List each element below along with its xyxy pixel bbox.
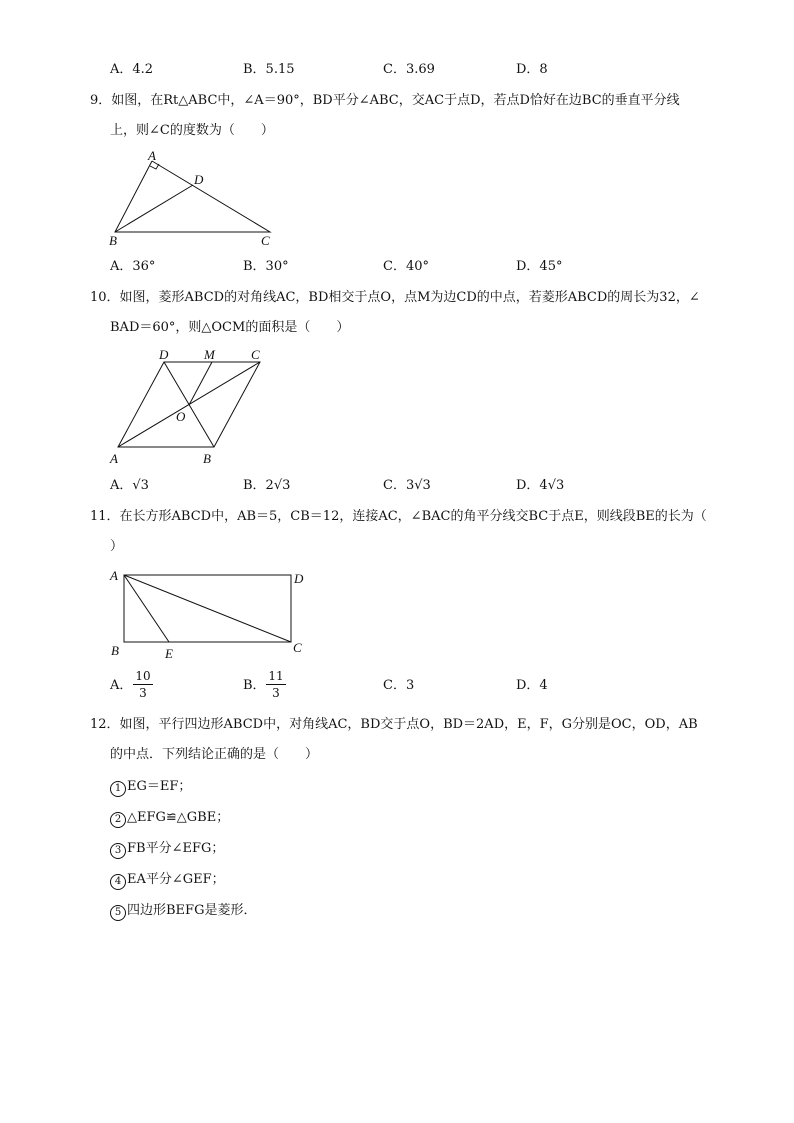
- q9-label-b: B: [109, 233, 117, 248]
- q12-statement-1-text: EG＝EF；: [127, 779, 192, 794]
- q9-triangle-figure: [100, 148, 290, 250]
- q10-option-b: B．2√3: [243, 478, 291, 493]
- q9-stem-line1: 9．如图，在Rt△ABC中，∠A＝90°，BD平分∠ABC，交AC于点D，若点D恰好在边BC的垂直平分线: [90, 93, 680, 108]
- q11-stem-line1: 11．在长方形ABCD中，AB＝5，CB＝12，连接AC，∠BAC的角平分线交BC于点E，则线段BE的长为（: [90, 509, 707, 524]
- q11-option-a-fraction: [133, 669, 153, 700]
- q12-statement-4: [110, 871, 225, 890]
- q11-option-a-denominator: 3: [139, 686, 147, 700]
- q11-option-b-fraction: [266, 669, 286, 700]
- q12-statement-4-text: EA平分∠GEF；: [127, 872, 225, 887]
- q8-option-d: D．8: [516, 62, 548, 77]
- q11-label-d: D: [294, 571, 304, 586]
- q12-statement-2: [110, 809, 229, 828]
- q10-stem-line2: BAD＝60°，则△OCM的面积是（ ）: [110, 320, 350, 335]
- q9-label-c: C: [261, 233, 270, 248]
- circled-number-3: 3: [110, 843, 126, 859]
- circled-number-1: 1: [110, 781, 126, 797]
- circled-number-5: 5: [110, 905, 126, 921]
- q10-stem-line1: 10．如图，菱形ABCD的对角线AC，BD相交于点O，点M为边CD的中点，若菱形ABCD的周长为32，∠: [90, 290, 700, 305]
- q11-stem-line2: ）: [110, 539, 124, 554]
- q10-option-d: D．4√3: [516, 478, 565, 493]
- q11-label-e: E: [165, 646, 173, 661]
- fraction-bar: [266, 684, 286, 685]
- q11-option-b-prefix: B．: [243, 678, 266, 693]
- q11-option-c: C．3: [383, 678, 415, 693]
- q10-label-b: B: [203, 451, 211, 466]
- circled-number-2: 2: [110, 812, 126, 828]
- q11-option-b-denominator: 3: [272, 686, 280, 700]
- fraction-bar: [133, 684, 153, 685]
- q12-statement-2-text: △EFG≌△GBE；: [127, 810, 230, 825]
- q8-option-c: C．3.69: [383, 62, 435, 77]
- q10-label-d: D: [159, 347, 169, 362]
- q11-rectangle-figure: [100, 566, 320, 662]
- q11-option-a-numerator: 10: [135, 669, 151, 683]
- q10-label-o: O: [176, 409, 186, 424]
- q12-statement-1: [110, 778, 191, 797]
- q9-label-a: A: [148, 148, 156, 163]
- q10-label-c: C: [251, 347, 260, 362]
- q10-option-a: A．√3: [110, 478, 149, 493]
- q12-statement-5: [110, 902, 256, 921]
- q11-label-a: A: [110, 568, 118, 583]
- circled-number-4: 4: [110, 874, 126, 890]
- q12-statement-3-text: FB平分∠EFG；: [127, 841, 225, 856]
- q12-statement-5-text: 四边形BEFG是菱形．: [127, 903, 257, 918]
- q10-rhombus-figure: [100, 344, 280, 468]
- q8-option-b: B．5.15: [243, 62, 295, 77]
- q11-option-a-prefix: A．: [110, 678, 133, 693]
- q12-statement-3: [110, 840, 224, 859]
- q9-option-b: B．30°: [243, 259, 289, 274]
- q11-label-b: B: [111, 643, 119, 658]
- q9-stem-line2: 上，则∠C的度数为（ ）: [110, 123, 274, 138]
- q11-label-c: C: [293, 640, 302, 655]
- q9-option-a: A．36°: [110, 259, 156, 274]
- q12-stem-line2: 的中点．下列结论正确的是（ ）: [110, 747, 319, 762]
- q9-label-d: D: [194, 172, 204, 187]
- q10-label-m: M: [204, 347, 215, 362]
- q9-option-c: C．40°: [383, 259, 429, 274]
- q11-option-b-numerator: 11: [268, 669, 284, 683]
- q12-stem-line1: 12．如图，平行四边形ABCD中，对角线AC，BD交于点O，BD＝2AD，E，F，G分别是OC，OD，AB: [90, 717, 698, 732]
- q10-option-c: C．3√3: [383, 478, 431, 493]
- q8-option-a: A．4.2: [110, 62, 154, 77]
- q11-option-d: D．4: [516, 678, 548, 693]
- q9-option-d: D．45°: [516, 259, 563, 274]
- q10-label-a: A: [110, 451, 118, 466]
